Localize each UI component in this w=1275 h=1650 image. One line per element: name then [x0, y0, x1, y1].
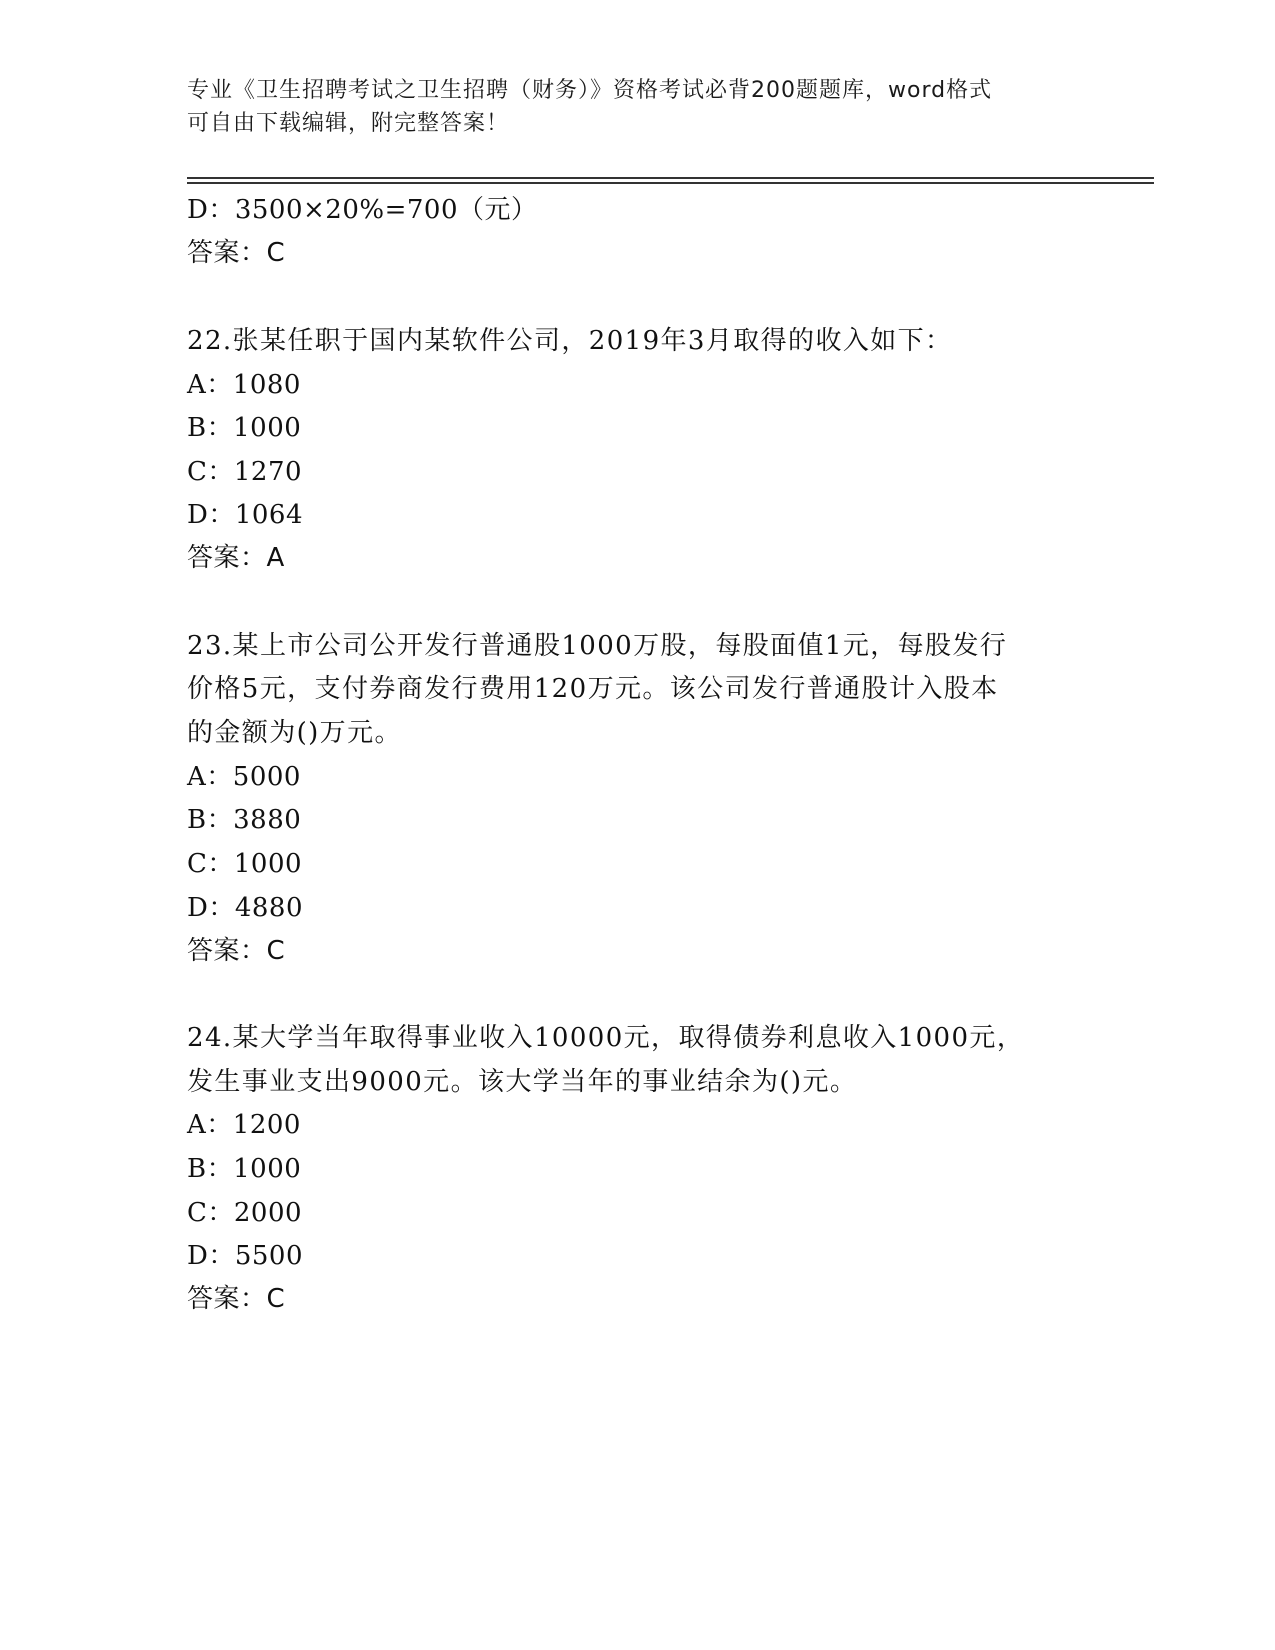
q24-stem-line-1: 24.某大学当年取得事业收入10000元，取得债券利息收入1000元， — [187, 1023, 1025, 1053]
q23-stem-line-2: 价格5元，支付券商发行费用120万元。该公司发行普通股计入股本 — [187, 674, 999, 704]
q22-option-c: C：1270 — [187, 457, 303, 487]
q23-option-a: A：5000 — [187, 762, 301, 792]
q24-option-b: B：1000 — [187, 1154, 302, 1184]
q22-stem: 22.张某任职于国内某软件公司，2019年3月取得的收入如下： — [187, 326, 953, 356]
q23-stem-line-3: 的金额为()万元。 — [187, 718, 402, 748]
q22-option-a: A：1080 — [187, 370, 301, 400]
q24-stem-line-2: 发生事业支出9000元。该大学当年的事业结余为()元。 — [187, 1067, 858, 1097]
q23-answer: 答案：C — [187, 936, 286, 966]
q22-option-b: B：1000 — [187, 413, 302, 443]
q22-option-d: D：1064 — [187, 500, 304, 530]
q23-option-b: B：3880 — [187, 805, 302, 835]
q24-option-c: C：2000 — [187, 1198, 303, 1228]
q23-stem-line-1: 23.某上市公司公开发行普通股1000万股，每股面值1元，每股发行 — [187, 631, 1008, 661]
header-line-1: 专业《卫生招聘考试之卫生招聘（财务）》资格考试必背200题题库，word格式 — [187, 78, 993, 103]
header-divider-bottom — [187, 182, 1154, 184]
q23-option-c: C：1000 — [187, 849, 303, 879]
prev-answer: 答案：C — [187, 238, 286, 268]
q22-answer: 答案：A — [187, 543, 285, 573]
q23-option-d: D：4880 — [187, 893, 304, 923]
q24-answer: 答案：C — [187, 1284, 286, 1314]
header-divider-top — [187, 177, 1154, 179]
prev-option-d: D：3500×20%=700（元） — [187, 195, 538, 225]
document-header — [187, 74, 1067, 140]
header-line-2: 可自由下载编辑，附完整答案！ — [187, 111, 510, 136]
q24-option-d: D：5500 — [187, 1241, 304, 1271]
q24-option-a: A：1200 — [187, 1110, 301, 1140]
